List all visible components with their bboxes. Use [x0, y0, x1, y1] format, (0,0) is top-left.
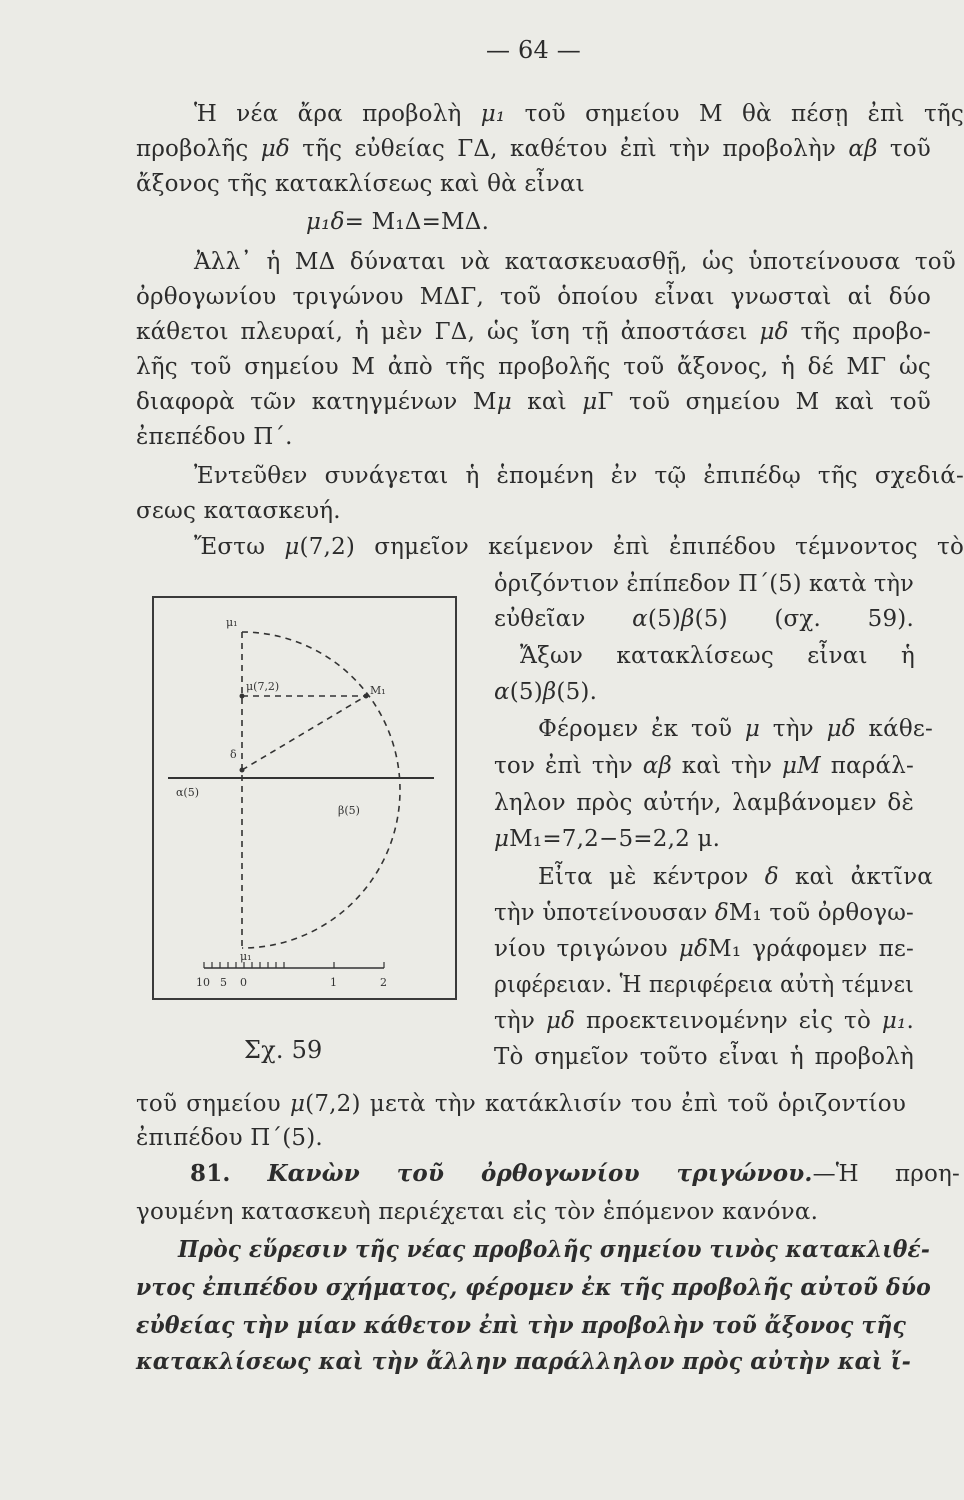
text-line [494, 897, 914, 929]
text-run: Εἶτα μὲ κέντρον [538, 864, 765, 890]
text-run: κάθετοι πλευραί, ἡ μὲν ΓΔ, ὡς ἴση τῇ ἀποστάσει [136, 319, 760, 345]
text-run: τὴν [760, 716, 827, 742]
text-run: Μ₁=7,2−5=2,2 μ. [509, 826, 721, 852]
italic-symbol: δ [714, 900, 729, 926]
italic-symbol: μΜ [782, 753, 821, 779]
text-run: τὴν ὑποτείνουσαν [494, 900, 715, 926]
text-run: τῆς εὐθείας ΓΔ, καθέτου ἐπὶ τὴν προβολὴν [289, 136, 849, 162]
text-line [494, 676, 597, 708]
text-run: ληλον πρὸς αὐτήν, λαμβάνομεν δὲ [494, 790, 914, 816]
label-M1: M₁ [370, 684, 386, 697]
page-number: — 64 — [486, 36, 581, 64]
text-run: Μ₁ τοῦ ὀρθογω- [728, 900, 914, 926]
italic-symbol: α [632, 606, 648, 632]
text-run: γουμένη κατασκευὴ περιέχεται εἰς τὸν ἑπόμενον κανόνα. [136, 1199, 819, 1225]
point-M1 [364, 694, 369, 699]
text-run: ὁριζόντιον ἐπίπεδον Π΄(5) κατὰ τὴν [494, 571, 914, 597]
italic-symbol: α [494, 679, 510, 705]
text-run: Ἔστω [194, 534, 285, 560]
text-line [136, 1310, 906, 1342]
text-run: τοῦ [877, 136, 931, 162]
text-run: ὀρθογωνίου τριγώνου ΜΔΓ, τοῦ ὁποίου εἶναι γνωσταὶ αἱ δύο [136, 284, 931, 310]
text-line [306, 206, 489, 238]
scale-label-1: 1 [330, 976, 337, 989]
text-run: προβολῆς [136, 136, 261, 162]
emphasis-text: ντος ἐπιπέδου σχήματος, φέρομεν ἐκ τῆς προβολῆς αὐτοῦ δύο [136, 1274, 931, 1301]
text-run: Ἡ νέα ἄρα προβολὴ [194, 101, 481, 127]
text-run: (5) (σχ. 59). [694, 606, 914, 632]
text-run: —Ἡ προη- [812, 1161, 960, 1187]
emphasis-text: Κανὼν τοῦ ὀρθογωνίου τριγώνου. [267, 1160, 813, 1187]
text-run: (5). [556, 679, 598, 705]
emphasis-text: εὐθείας τὴν μίαν κάθετον ἐπὶ τὴν προβολὴν τοῦ ἄξονος τῆς [136, 1312, 906, 1339]
italic-symbol: μ [582, 389, 598, 415]
text-line [136, 1196, 818, 1228]
text-run: ἄξονος τῆς κατακλίσεως καὶ θὰ εἶναι [136, 171, 585, 197]
italic-symbol: μ [290, 1091, 306, 1117]
emphasis-text: Πρὸς εὕρεσιν τῆς νέας προβολῆς σημείου τινὸς κατακλιθέ- [178, 1236, 930, 1263]
text-line [494, 969, 914, 1001]
text-line [538, 861, 933, 893]
figure-caption: Σχ. 59 [244, 1036, 323, 1064]
text-run: σεως κατασκευή. [136, 498, 341, 524]
text-line [136, 133, 931, 165]
text-line [194, 98, 964, 130]
italic-symbol: β [681, 606, 695, 632]
text-line [194, 246, 956, 278]
text-run: = Μ₁Δ=ΜΔ. [344, 209, 490, 235]
text-line [494, 933, 914, 965]
label-a5: α(5) [176, 786, 200, 799]
text-run: εὐθεῖαν [494, 606, 633, 632]
text-line [136, 1346, 911, 1378]
text-line [136, 386, 931, 418]
figure-59 [152, 596, 457, 1000]
italic-symbol: αβ [642, 753, 672, 779]
italic-symbol: μ [494, 826, 510, 852]
text-line [136, 281, 931, 313]
hypotenuse-delta-M1 [242, 696, 366, 770]
point-mu [240, 694, 245, 699]
text-run: διαφορὰ τῶν κατηγμένων Μ [136, 389, 497, 415]
text-line [136, 351, 931, 383]
text-line [538, 713, 933, 745]
text-run: τοῦ σημείου Μ θὰ πέσῃ ἐπὶ τῆς [505, 101, 964, 127]
text-run: Ἐντεῦθεν συνάγεται ἡ ἑπομένη ἐν τῷ ἐπιπέδῳ τῆς σχεδιά- [194, 463, 964, 489]
label-b5: β(5) [338, 804, 360, 817]
text-run: ἐπιπέδου Π΄(5). [136, 1125, 323, 1151]
text-run: Τὸ σημεῖον τοῦτο εἶναι ἡ προβολὴ [494, 1044, 914, 1070]
italic-symbol: μδ [260, 136, 290, 162]
italic-symbol: μδ [545, 1008, 576, 1034]
scale-label-5: 5 [220, 976, 227, 989]
text-run: Ἀλλ᾽ ἡ ΜΔ δύναται νὰ κατασκευασθῇ, ὡς ὑποτείνουσα τοῦ [194, 249, 956, 275]
text-line [494, 823, 720, 855]
text-line [520, 640, 915, 672]
italic-symbol: μ₁ [881, 1008, 907, 1034]
text-run: ἐπεπέδου Π΄. [136, 424, 293, 450]
italic-symbol: μ [284, 534, 300, 560]
emphasis-text: 81. [190, 1160, 268, 1187]
text-line [494, 750, 914, 782]
label-mu-72: μ(7,2) [246, 680, 280, 693]
text-line [494, 787, 914, 819]
text-run: ριφέρειαν. Ἡ περιφέρεια αὐτὴ τέμνει [494, 972, 914, 998]
text-line [136, 421, 293, 453]
text-run: Μ₁ γράφομεν πε- [708, 936, 914, 962]
italic-symbol: μ [496, 389, 512, 415]
text-run: τὴν [494, 1008, 546, 1034]
label-mu1-top: μ₁ [226, 616, 238, 629]
text-run: νίου τριγώνου [494, 936, 679, 962]
italic-symbol: αβ [848, 136, 878, 162]
scale-label-2: 2 [380, 976, 387, 989]
text-line [494, 1041, 914, 1073]
text-run: λῆς τοῦ σημείου Μ ἀπὸ τῆς προβολῆς τοῦ ἄξονος, ἡ δέ ΜΓ ὡς [136, 354, 931, 380]
text-line [194, 531, 964, 563]
italic-symbol: μ [744, 716, 761, 742]
text-run: . [906, 1008, 914, 1034]
text-run: (7,2) μετὰ τὴν κατάκλισίν του ἐπὶ τοῦ ὁριζοντίου [305, 1091, 906, 1117]
label-delta: δ [230, 748, 237, 761]
text-line [136, 495, 341, 527]
point-delta [240, 768, 245, 773]
italic-symbol: μδ [826, 716, 856, 742]
construction-diagram [154, 598, 455, 998]
text-line [136, 168, 585, 200]
text-line [136, 1272, 931, 1304]
emphasis-text: κατακλίσεως καὶ τὴν ἄλλην παράλληλον πρὸς αὐτὴν καὶ ἴ- [136, 1348, 911, 1375]
text-line [494, 1005, 914, 1037]
text-run: Φέρομεν ἐκ τοῦ [538, 716, 745, 742]
text-run: (7,2) σημεῖον κείμενον ἐπὶ ἐπιπέδου τέμνοντος τὸ [299, 534, 964, 560]
text-run: καὶ τὴν [671, 753, 783, 779]
text-line [494, 568, 914, 600]
text-run: παράλ- [820, 753, 914, 779]
text-run: τον ἐπὶ τὴν [494, 753, 643, 779]
text-run: Ἄξων κατακλίσεως εἶναι ἡ [520, 643, 915, 669]
text-run: Γ τοῦ σημείου Μ καὶ τοῦ [597, 389, 931, 415]
text-run: καὶ [511, 389, 583, 415]
text-run: τῆς προβο- [788, 319, 931, 345]
text-line [136, 316, 931, 348]
text-line [136, 1088, 906, 1120]
italic-symbol: β [542, 679, 557, 705]
text-line [494, 603, 914, 635]
label-mu1-bottom: μ₁ [240, 950, 252, 963]
text-line [178, 1234, 930, 1266]
text-line [194, 460, 964, 492]
text-run: κάθε- [855, 716, 933, 742]
text-line [190, 1158, 960, 1190]
italic-symbol: μ₁ [480, 101, 506, 127]
text-run: τοῦ σημείου [136, 1091, 290, 1117]
italic-symbol: μ₁δ [306, 209, 345, 235]
scale-label-10: 10 [196, 976, 210, 989]
text-run: προεκτεινομένην εἰς τὸ [575, 1008, 882, 1034]
italic-symbol: δ [764, 864, 779, 890]
text-line [136, 1122, 323, 1154]
italic-symbol: μδ [759, 319, 789, 345]
text-run: καὶ ἀκτῖνα [778, 864, 933, 890]
italic-symbol: μδ [678, 936, 709, 962]
text-run: (5) [509, 679, 543, 705]
text-run: (5) [647, 606, 682, 632]
scale-label-0: 0 [240, 976, 247, 989]
